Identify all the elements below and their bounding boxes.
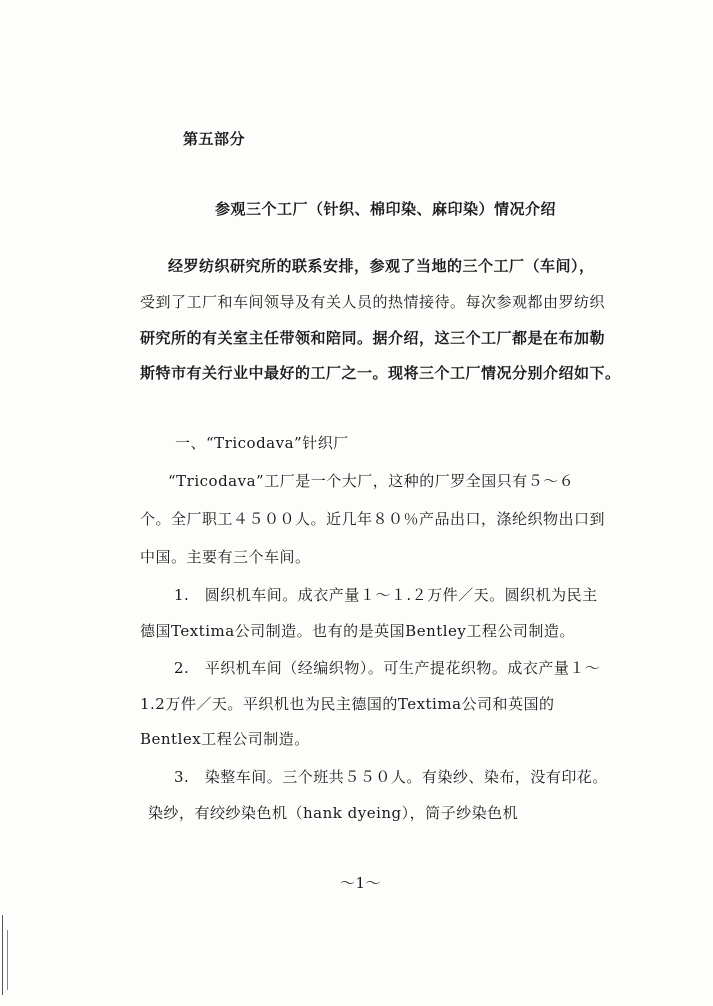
intro-line-3: 研究所的有关室主任带领和陪同。据介绍，这三个工厂都是在布加勒 [140,329,606,347]
item1-line-2: 德国Textima公司制造。也有的是英国Bentley工程公司制造。 [140,622,575,640]
item2-line-1: 2. 平织机车间（经编织物）。可生产提花织物。成衣产量１～ [174,659,601,677]
item3-line-1: 3. 染整车间。三个班共５５０人。有染纱、染布，没有印花。 [174,768,608,786]
factory1-line-3: 中国。主要有三个车间。 [140,548,311,566]
factory1-line-1: “Tricodava”工厂是一个大厂，这种的厂罗全国只有５～６ [168,472,575,490]
intro-line-4: 斯特市有关行业中最好的工厂之一。现将三个工厂情况分别介绍如下。 [140,364,621,382]
item2-line-3: Bentlex工程公司制造。 [140,730,310,748]
intro-line-2: 受到了工厂和车间领导及有关人员的热情接待。每次参观都由罗纺织 [140,293,606,311]
section-label: 第五部分 [183,130,246,148]
margin-scan-mark [2,915,3,995]
factory1-heading: 一、“Tricodava”针织厂 [175,434,349,452]
document-title: 参观三个工厂（针织、棉印染、麻印染）情况介绍 [215,200,557,218]
factory1-line-2: 个。全厂职工４５００人。近几年８０％产品出口，涤纶织物出口到 [140,510,606,528]
page-number: ～1～ [340,874,382,892]
margin-scan-mark-2 [7,930,8,990]
item1-line-1: 1. 圆织机车间。成衣产量１～１.２万件／天。圆织机为民主 [174,586,598,604]
item2-line-2: 1.2万件／天。平织机也为民主德国的Textima公司和英国的 [140,695,555,713]
intro-line-1: 经罗纺织研究所的联系安排，参观了当地的三个工厂（车间）， [168,257,595,275]
item3-line-2: 染纱，有绞纱染色机（hank dyeing），筒子纱染色机 [148,804,519,822]
